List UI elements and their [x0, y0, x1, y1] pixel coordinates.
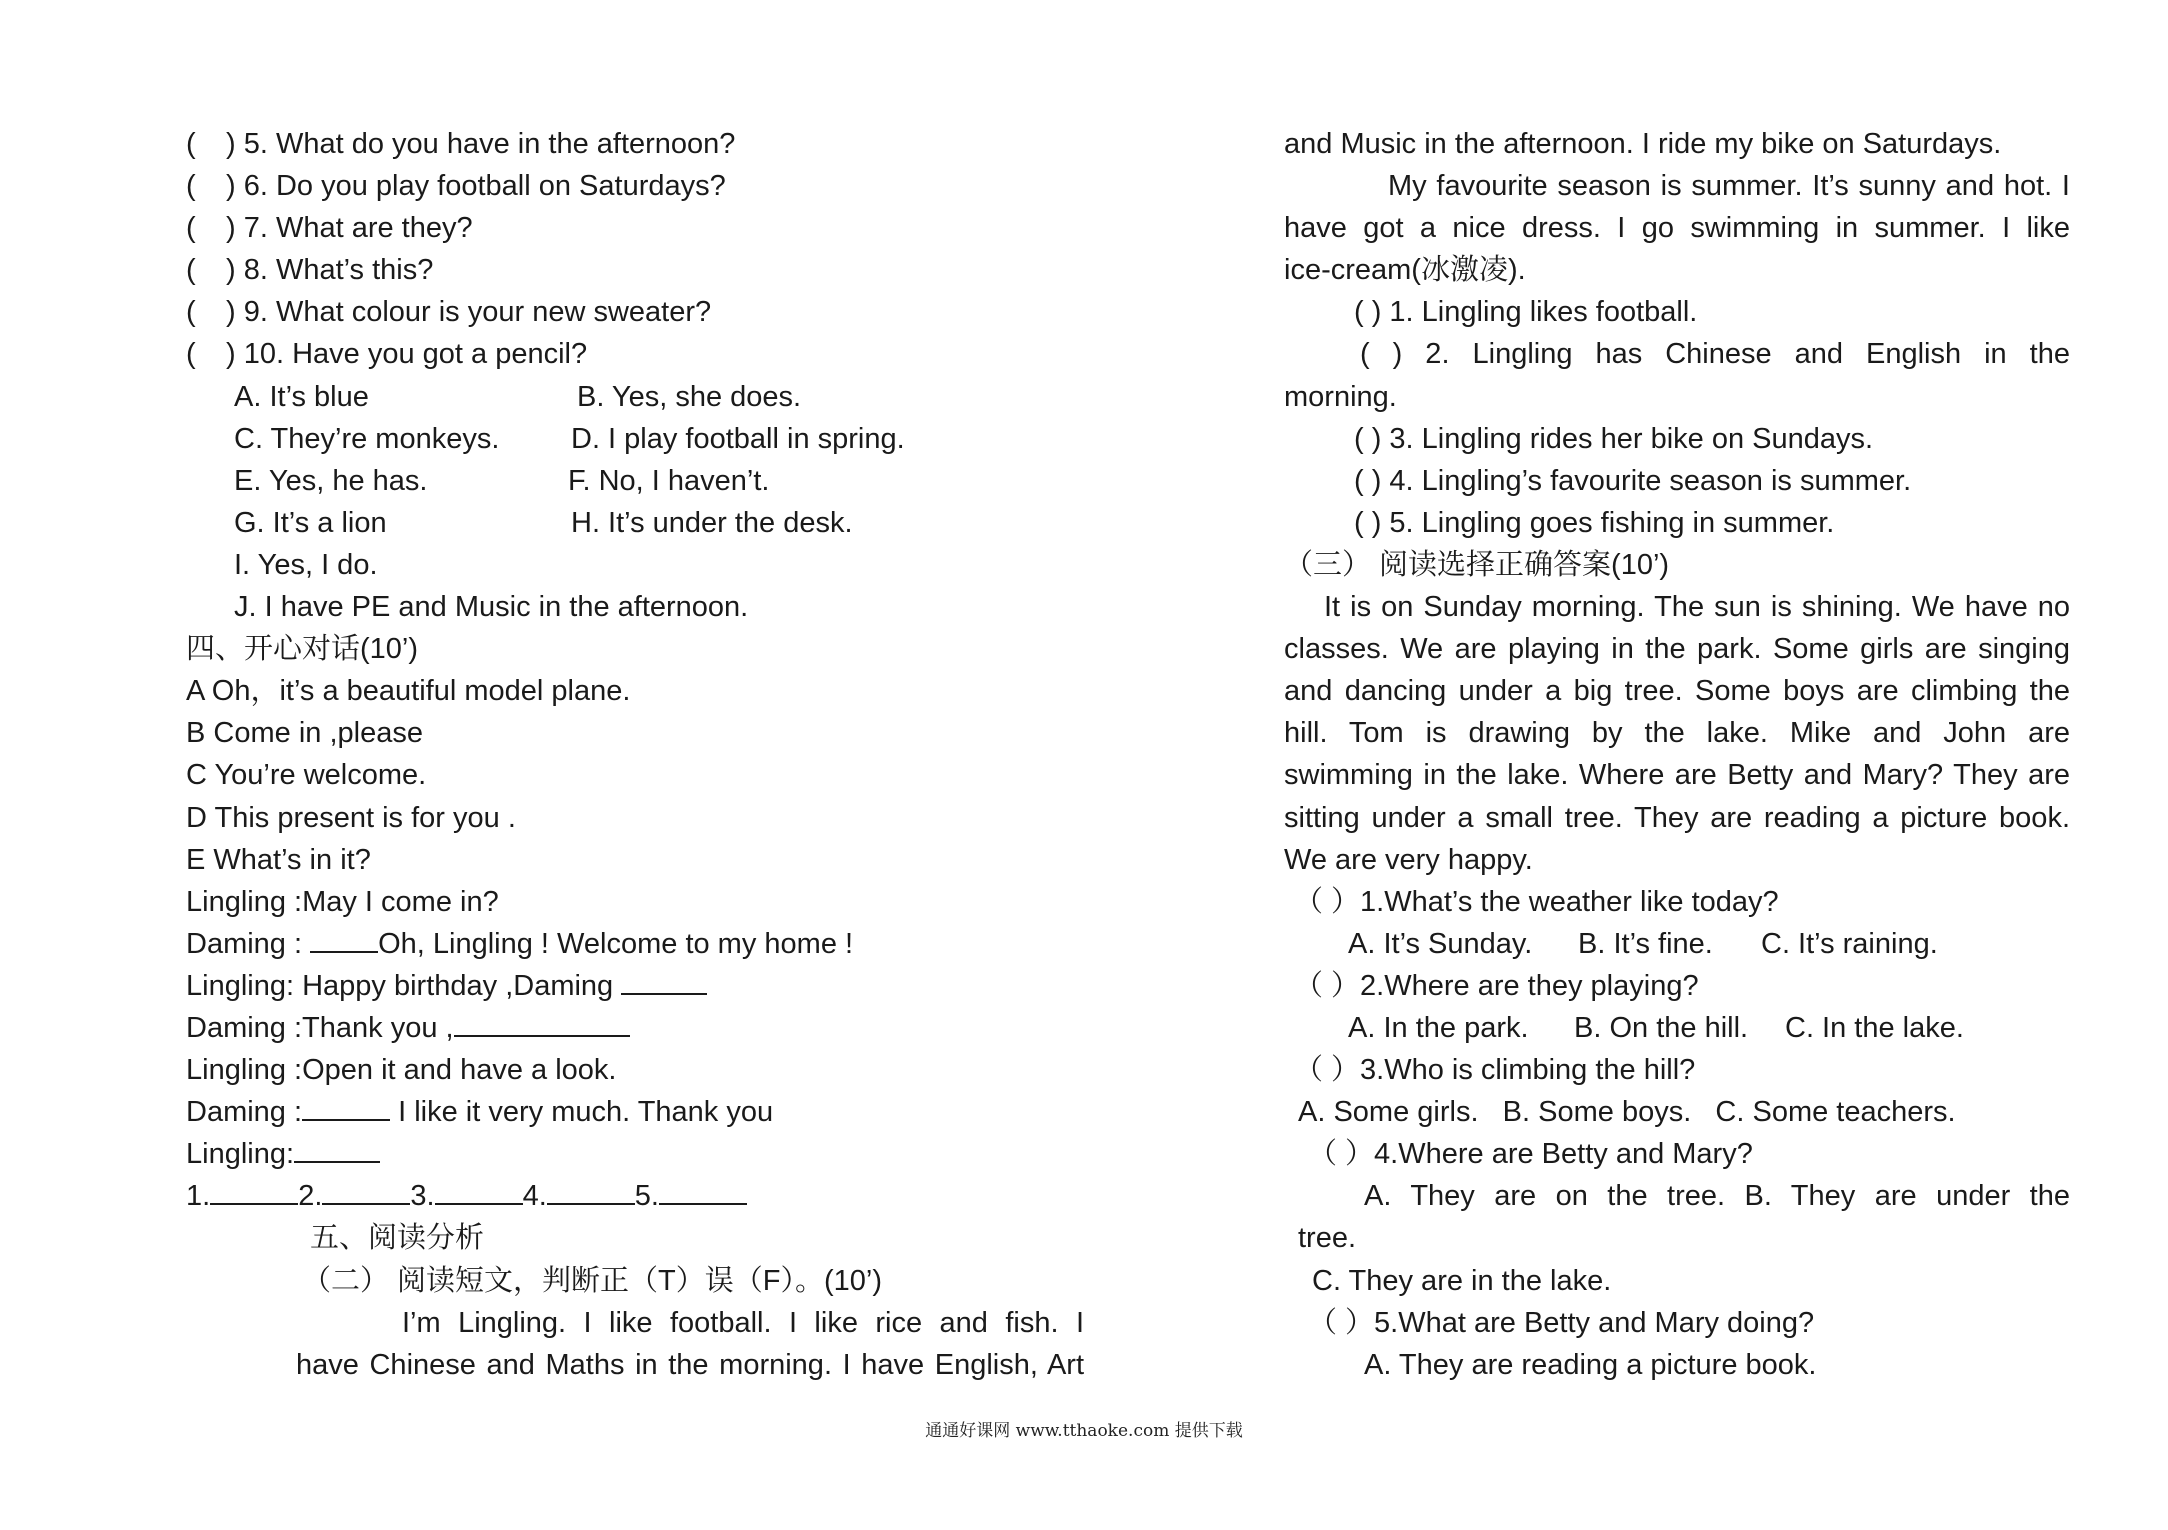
question-9 [186, 291, 1086, 333]
dialog-text: Lingling: [186, 1138, 295, 1171]
answer-paren: ( [186, 212, 196, 245]
answer-blank[interactable] [621, 965, 707, 995]
dialog-text: Lingling: Happy birthday ,Daming [186, 969, 622, 1002]
answer-blank[interactable] [454, 1007, 630, 1037]
question-7 [186, 207, 1086, 249]
mc-question-2: （ ）2.Where are they playing? [1294, 969, 1699, 1002]
answer-blank[interactable] [210, 1175, 298, 1205]
answer-paren: ( [186, 338, 196, 371]
option-item: G. It’s a lion [234, 506, 387, 539]
dialog-line [186, 923, 1086, 965]
section-5-title: 五、阅读分析 [310, 1222, 485, 1255]
question-8 [186, 249, 1086, 291]
dialog-line [186, 1091, 1086, 1133]
right-column [1284, 123, 2074, 1386]
question-10 [186, 333, 1086, 375]
option-item: F. No, I haven’t. [568, 464, 770, 497]
tf-question-2: ( ) 2. Lingling has Chinese and English in the [1360, 338, 2070, 371]
dialog-option-e: E What’s in it? [186, 843, 371, 876]
subsection-3-title: （三） 阅读选择正确答案(10’) [1284, 548, 1670, 581]
option-row [186, 376, 1086, 418]
mc-options-2 [1284, 1007, 2074, 1049]
tf-question-2-cont: morning. [1284, 380, 1397, 413]
tf-question-5: ( ) 5. Lingling goes fishing in summer. [1354, 506, 1835, 539]
subsection-2-title: （二） 阅读短文，判断正（T）误（F）。(10’) [302, 1264, 883, 1297]
mc-question-3: （ ）3.Who is climbing the hill? [1294, 1054, 1696, 1087]
mc-option: A. It’s Sunday. [1348, 927, 1533, 960]
answer-blank[interactable] [547, 1175, 635, 1205]
story-line: We are very happy. [1284, 843, 1533, 876]
question-text: ) 7. What are they? [226, 212, 473, 245]
dialog-text: Daming :Thank you , [186, 1011, 454, 1044]
answer-blank[interactable] [302, 1091, 390, 1121]
option-item: I. Yes, I do. [234, 548, 378, 581]
option-item: H. It’s under the desk. [571, 506, 853, 539]
passage-line: I’m Lingling. I like football. I like rice and fish. I [402, 1306, 1084, 1339]
question-text: ) 5. What do you have in the afternoon? [226, 128, 736, 160]
story-line: hill. Tom is drawing by the lake. Mike and John are [1284, 717, 2070, 750]
answer-blank[interactable] [435, 1175, 523, 1205]
passage-line: have got a nice dress. I go swimming in summer. I like [1284, 212, 2070, 245]
question-text: ) 6. Do you play football on Saturdays? [226, 170, 726, 203]
mc-question-5: （ ）5.What are Betty and Mary doing? [1308, 1306, 1815, 1339]
answer-number: 4. [522, 1180, 547, 1213]
answer-blank[interactable] [294, 1133, 380, 1163]
mc-option: A. In the park. [1348, 1011, 1529, 1044]
mc-options-1 [1284, 923, 2074, 965]
section-4-title: 四、开心对话(10’) [186, 633, 419, 666]
page-footer: 通通好课网 www.tthaoke.com 提供下载 [925, 1421, 1243, 1441]
answer-number: 2. [298, 1180, 323, 1213]
question-text: ) 8. What’s this? [226, 254, 434, 287]
story-line: classes. We are playing in the park. Some girls are singing [1284, 633, 2070, 666]
option-item: J. I have PE and Music in the afternoon. [234, 591, 749, 624]
mc-option: C. In the lake. [1785, 1011, 1964, 1044]
mc-option: C. It’s raining. [1761, 927, 1938, 960]
tf-question-4: ( ) 4. Lingling’s favourite season is summer. [1354, 464, 1912, 497]
option-item: D. I play football in spring. [571, 422, 905, 455]
dialog-option-c: C You’re welcome. [186, 759, 427, 792]
mc-option: B. It’s fine. [1578, 927, 1713, 960]
dialog-text: Daming : [186, 927, 311, 960]
answer-row [186, 1175, 1086, 1217]
dialog-line: Lingling :May I come in? [186, 885, 499, 918]
mc-options-4: A. They are on the tree. B. They are under the [1364, 1180, 2070, 1213]
answer-paren: ( [186, 170, 196, 203]
passage-line: have Chinese and Maths in the morning. I have English, Art [296, 1348, 1084, 1381]
question-5 [186, 123, 1086, 165]
option-item: A. It’s blue [234, 380, 369, 413]
mc-question-1: （ ）1.What’s the weather like today? [1294, 885, 1779, 918]
answer-paren: ( [186, 254, 196, 287]
option-row [186, 586, 1086, 628]
dialog-text: Oh, Lingling ! Welcome to my home ! [378, 927, 854, 960]
passage-line: and Music in the afternoon. I ride my bike on Saturdays. [1284, 128, 2002, 160]
mc-options-3: A. Some girls. B. Some boys. C. Some teachers. [1298, 1096, 1956, 1129]
story-line: and dancing under a big tree. Some boys are climbing the [1284, 675, 2070, 708]
option-row [186, 502, 1086, 544]
mc-option-5a: A. They are reading a picture book. [1364, 1348, 1817, 1381]
tf-question-1: ( ) 1. Lingling likes football. [1354, 296, 1698, 329]
mc-option-4c: C. They are in the lake. [1312, 1264, 1612, 1297]
mc-options-4-cont [1284, 1217, 2074, 1259]
answer-blank[interactable] [310, 923, 378, 953]
story-line: It is on Sunday morning. The sun is shining. We have no [1324, 591, 2070, 624]
option-row [186, 460, 1086, 502]
question-text: ) 9. What colour is your new sweater? [226, 296, 712, 329]
mc-option: B. On the hill. [1574, 1011, 1749, 1044]
passage-line: ice-cream(冰激凌). [1284, 254, 1526, 287]
dialog-line: Lingling :Open it and have a look. [186, 1054, 617, 1087]
question-text: ) 10. Have you got a pencil? [226, 338, 588, 371]
dialog-option-b: B Come in ,please [186, 717, 423, 750]
answer-paren: ( [186, 128, 196, 160]
option-item: C. They’re monkeys. [234, 422, 500, 455]
left-column [186, 123, 1086, 1386]
option-item: E. Yes, he has. [234, 464, 428, 497]
option-row [186, 544, 1086, 586]
story-line: sitting under a small tree. They are reading a picture book. [1284, 801, 2070, 834]
answer-paren: ( [186, 296, 196, 329]
answer-blank[interactable] [659, 1175, 747, 1205]
dialog-line [186, 965, 1086, 1007]
mc-option: tree. [1298, 1222, 1357, 1255]
option-row [186, 418, 1086, 460]
option-item: B. Yes, she does. [577, 380, 802, 413]
passage-line: My favourite season is summer. It’s sunny and hot. I [1388, 170, 2070, 203]
dialog-text: Daming : [186, 1096, 303, 1129]
answer-number: 5. [634, 1180, 659, 1213]
story-line: swimming in the lake. Where are Betty and Mary? They are [1284, 759, 2070, 792]
tf-question-3: ( ) 3. Lingling rides her bike on Sundays. [1354, 422, 1874, 455]
answer-number: 3. [410, 1180, 435, 1213]
dialog-option-a: A Oh，it’s a beautiful model plane. [186, 675, 631, 708]
dialog-line [186, 1007, 1086, 1049]
mc-question-4: （ ）4.Where are Betty and Mary? [1308, 1138, 1753, 1171]
answer-number: 1. [186, 1180, 211, 1213]
dialog-text: I like it very much. Thank you [390, 1096, 774, 1129]
answer-blank[interactable] [322, 1175, 410, 1205]
dialog-line [186, 1133, 1086, 1175]
dialog-option-d: D This present is for you . [186, 801, 516, 834]
question-6 [186, 165, 1086, 207]
